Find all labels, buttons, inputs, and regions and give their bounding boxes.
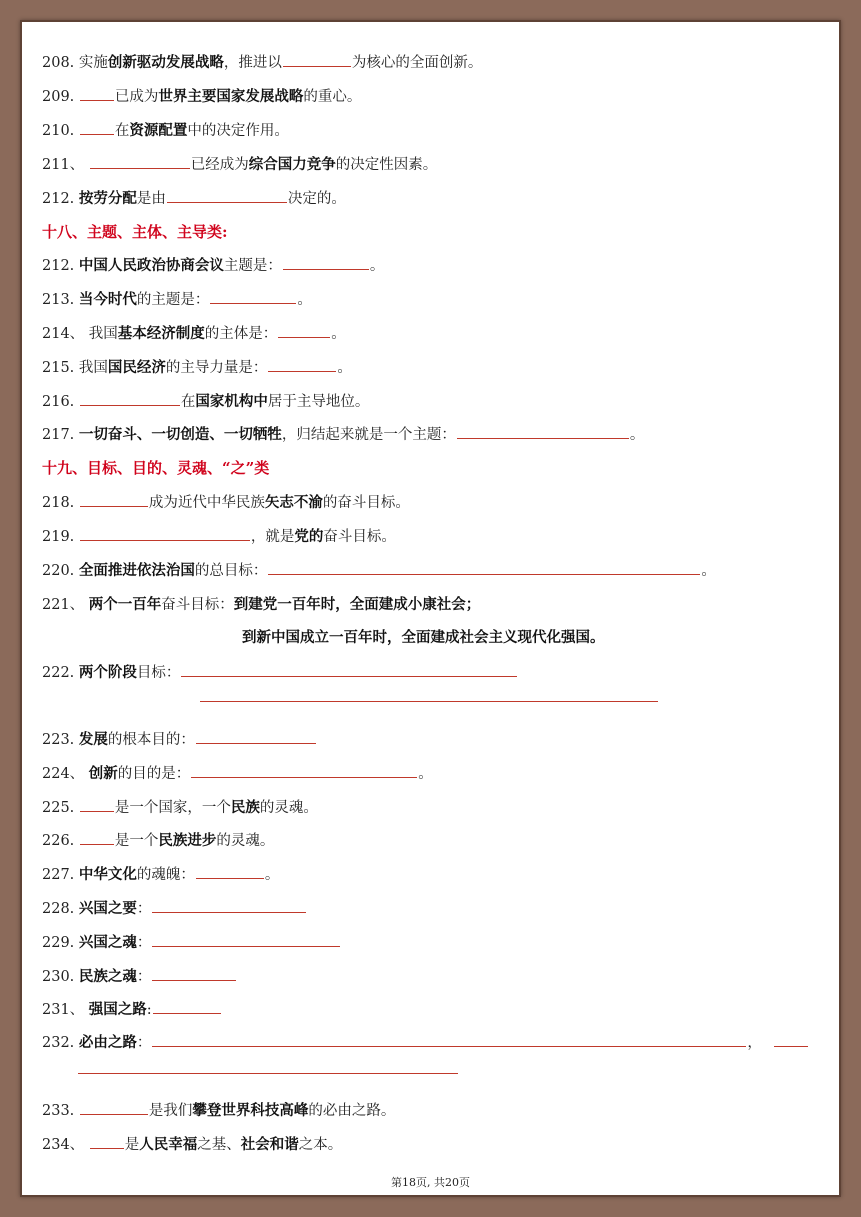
section-heading-19: 十九、目标、目的、灵魂、“之”类 [42, 459, 270, 477]
answer-blank[interactable] [153, 998, 221, 1014]
answer-blank[interactable] [80, 796, 114, 812]
question-215: 215. 我国国民经济的主导力量是： 。 [42, 356, 352, 380]
question-224: 224、 创新的目的是： 。 [42, 762, 433, 786]
answer-blank[interactable] [196, 863, 264, 879]
answer-blank-line[interactable] [200, 701, 658, 702]
question-232: 232. 必由之路： ， [42, 1031, 809, 1055]
answer-blank[interactable] [167, 187, 287, 203]
answer-blank[interactable] [268, 559, 700, 575]
answer-blank[interactable] [457, 423, 629, 439]
question-223: 223. 发展的根本目的： [42, 728, 317, 752]
question-225: 225. 是一个国家，一个民族的灵魂。 [42, 796, 318, 820]
question-213: 213. 当今时代的主题是： 。 [42, 288, 312, 312]
question-221-continuation: 到新中国成立一百年时，全面建成社会主义现代化强国。 [242, 629, 605, 646]
question-233: 233. 是我们攀登世界科技高峰的必由之路。 [42, 1099, 395, 1123]
question-214: 214、 我国基本经济制度的主体是： 。 [42, 322, 346, 346]
answer-blank[interactable] [191, 762, 417, 778]
question-227: 227. 中华文化的魂魄： 。 [42, 863, 279, 887]
answer-blank[interactable] [181, 661, 517, 677]
question-209: 209. 已成为世界主要国家发展战略的重心。 [42, 85, 361, 109]
question-216: 216. 在国家机构中居于主导地位。 [42, 390, 369, 414]
question-234: 234、 是人民幸福之基、社会和谐之本。 [42, 1133, 342, 1157]
answer-blank[interactable] [152, 965, 236, 981]
answer-blank[interactable] [774, 1031, 808, 1047]
answer-blank-line[interactable] [78, 1073, 458, 1074]
page-footer: 第18页, 共20页 [391, 1176, 470, 1189]
question-220: 220. 全面推进依法治国的总目标： 。 [42, 559, 716, 583]
question-219: 219. ，就是党的奋斗目标。 [42, 525, 396, 549]
answer-blank[interactable] [283, 51, 351, 67]
answer-blank[interactable] [90, 153, 190, 169]
answer-blank[interactable] [210, 288, 296, 304]
question-229: 229. 兴国之魂： [42, 931, 341, 955]
answer-blank[interactable] [90, 1133, 124, 1149]
answer-blank[interactable] [80, 491, 148, 507]
answer-blank[interactable] [283, 254, 369, 270]
question-230: 230. 民族之魂： [42, 965, 237, 989]
answer-blank[interactable] [80, 829, 114, 845]
question-231: 231、 强国之路: [42, 998, 222, 1022]
answer-blank[interactable] [80, 390, 180, 406]
question-217: 217. 一切奋斗、一切创造、一切牺牲，归结起来就是一个主题： 。 [42, 423, 644, 447]
question-211: 211、 已经成为综合国力竞争的决定性因素。 [42, 153, 437, 177]
question-210: 210. 在资源配置中的决定作用。 [42, 119, 289, 143]
question-208: 208. 实施创新驱动发展战略，推进以 为核心的全面创新。 [42, 51, 482, 75]
question-218: 218. 成为近代中华民族矢志不渝的奋斗目标。 [42, 491, 410, 515]
answer-blank[interactable] [80, 1099, 148, 1115]
question-228: 228. 兴国之要： [42, 897, 307, 921]
answer-blank[interactable] [80, 119, 114, 135]
answer-blank[interactable] [152, 1031, 746, 1047]
question-222: 222. 两个阶段目标： [42, 661, 518, 685]
answer-blank[interactable] [80, 525, 250, 541]
answer-blank[interactable] [278, 322, 330, 338]
answer-blank[interactable] [80, 85, 114, 101]
answer-blank[interactable] [268, 356, 336, 372]
question-212b: 212. 中国人民政治协商会议主题是： 。 [42, 254, 384, 278]
question-212a: 212. 按劳分配是由 决定的。 [42, 187, 346, 211]
answer-blank[interactable] [196, 728, 316, 744]
answer-blank[interactable] [152, 931, 340, 947]
section-heading-18: 十八、主题、主体、主导类: [42, 223, 228, 241]
question-221: 221、 两个一百年奋斗目标：到建党一百年时，全面建成小康社会； [42, 596, 481, 613]
document-page [20, 20, 841, 1197]
question-226: 226. 是一个民族进步的灵魂。 [42, 829, 274, 853]
answer-blank[interactable] [152, 897, 306, 913]
